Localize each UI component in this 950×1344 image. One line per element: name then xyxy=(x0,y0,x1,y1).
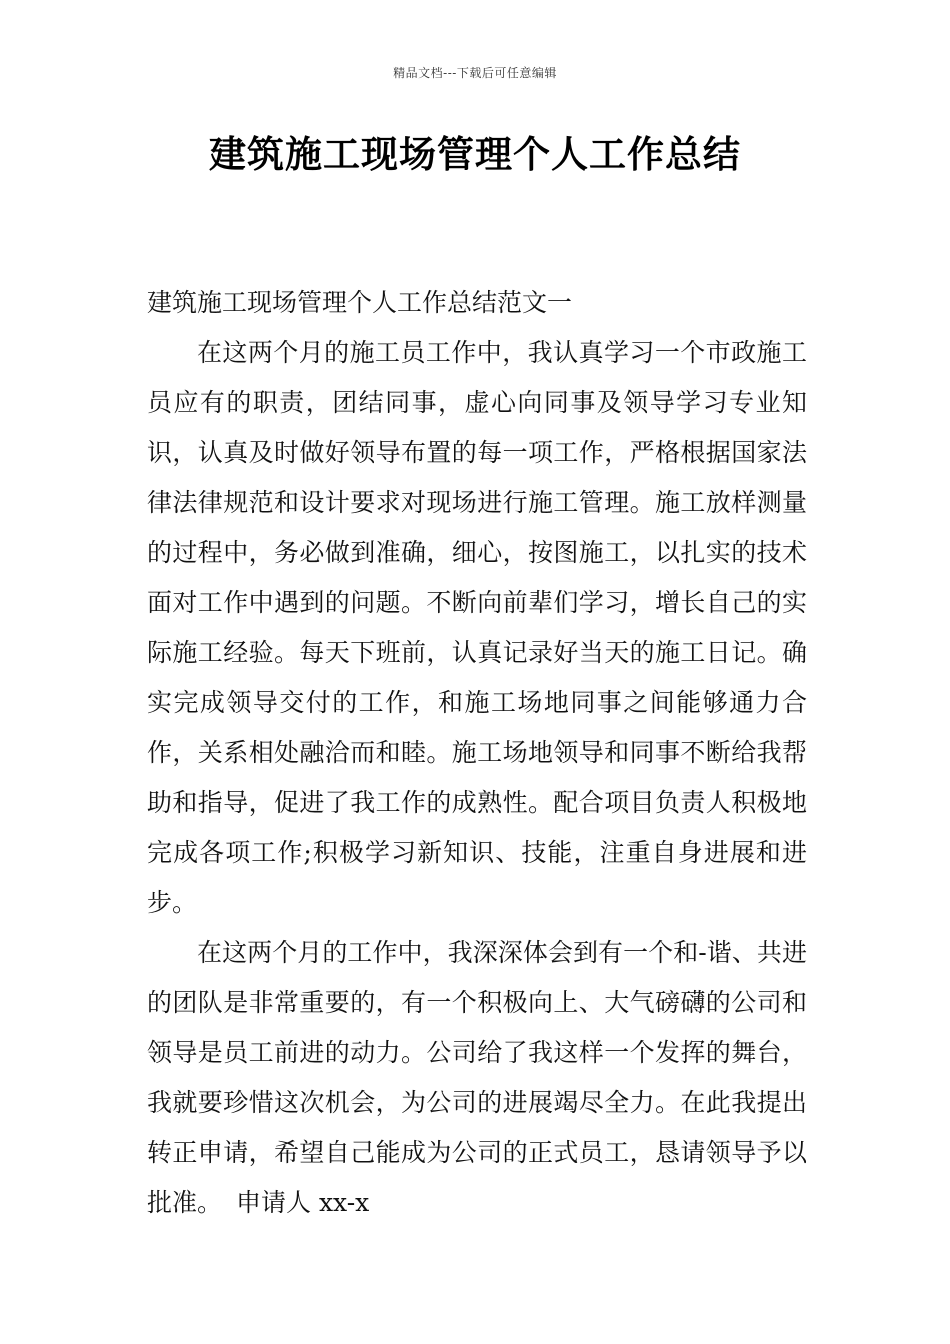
document-body xyxy=(147,278,807,1228)
header-note: 精品文档---下载后可任意编辑 xyxy=(393,66,557,80)
body-paragraph-2 xyxy=(147,928,807,1228)
document-title: 建筑施工现场管理个人工作总结 xyxy=(209,133,741,176)
body-paragraph-2-text: 在这两个月的工作中，我深深体会到有一个和-谐、共进的团队是非常重要的，有一个积极向上、大气磅礴的公司和领导是员工前进的动力。公司给了我这样一个发挥的舞台，我就要珍惜这次机会，为公司的进展竭尽全力。在此我提出转正申请，希望自己能成为公司的正式员工，恳请领导予以批准。 xyxy=(147,938,807,1217)
body-paragraph-1: 在这两个月的施工员工作中，我认真学习一个市政施工员应有的职责，团结同事，虚心向同事及领导学习专业知识，认真及时做好领导布置的每一项工作，严格根据国家法律法律规范和设计要求对现场进行施工管理。施工放样测量的过程中，务必做到准确，细心，按图施工，以扎实的技术面对工作中遇到的问题。不断向前辈们学习，增长自己的实际施工经验。每天下班前，认真记录好当天的施工日记。确实完成领导交付的工作，和施工场地同事之间能够通力合作，关系相处融洽而和睦。施工场地领导和同事不断给我帮助和指导，促进了我工作的成熟性。配合项目负责人积极地完成各项工作;积极学习新知识、技能，注重自身进展和进步。 xyxy=(147,338,807,917)
signature: 申请人 xx-x xyxy=(236,1188,370,1217)
section-heading: 建筑施工现场管理个人工作总结范文一 xyxy=(147,288,573,317)
